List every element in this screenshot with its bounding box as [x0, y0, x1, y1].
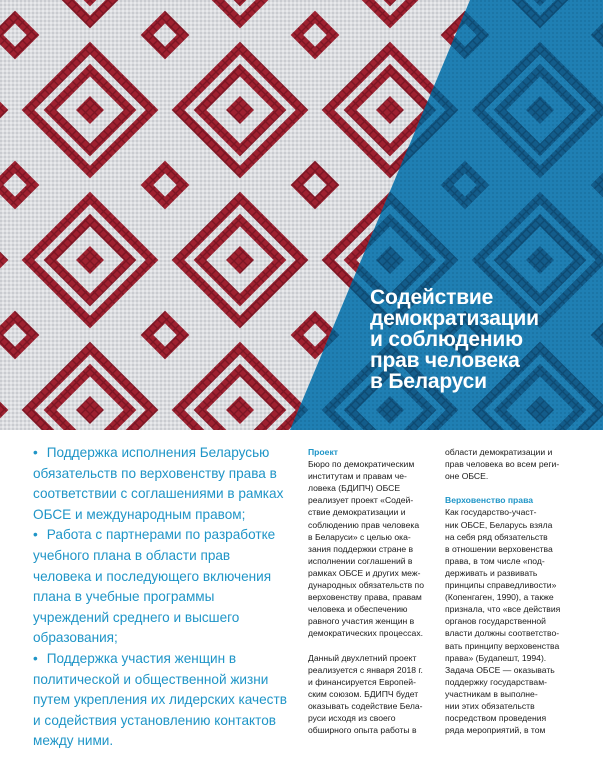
text-line: Как государство-участ-	[445, 507, 537, 518]
text-line: власти должны соответство-	[445, 628, 560, 639]
text-line: оказывать содействие Бела-	[308, 700, 423, 711]
text-line: прав человека во всем реги-	[445, 459, 560, 470]
text-line: реализует проект «Содей-	[308, 495, 414, 506]
bullet-text: между ними.	[33, 733, 114, 749]
bullet-text: Поддержка исполнения Беларусью	[46, 445, 270, 460]
bullet-item	[33, 443, 293, 525]
bullet-text: Поддержка участия женщин в	[46, 650, 237, 666]
bullet-text: обязательств по верховенству права в	[33, 465, 277, 481]
text-line: на себя ряд обязательств	[445, 531, 548, 542]
text-line: Бюро по демократическим	[308, 459, 415, 470]
text-line: исполнении соглашений в	[308, 555, 413, 566]
bullet-text: Работа с партнерами по разработке	[46, 527, 276, 543]
bullet-dot-icon: •	[33, 445, 38, 460]
text-line: оне ОБСЕ.	[445, 471, 489, 482]
text-line: держивать и развивать	[445, 567, 538, 578]
bullet-dot-icon: •	[33, 527, 38, 543]
title-line: и соблюдению	[370, 328, 523, 351]
bullet-text: путем укрепления их лидерских качеств	[33, 692, 287, 708]
text-line: верховенству права, правам	[308, 592, 422, 603]
section-heading-project: Проект	[308, 447, 338, 457]
paragraph	[445, 446, 587, 482]
text-line: Задача ОБСЕ — оказывать	[445, 664, 555, 675]
text-line: ловека (БДИПЧ) ОБСЕ	[308, 483, 401, 494]
bullet-text: учебного плана в области прав	[33, 547, 231, 563]
text-line: институтам и правам че-	[308, 471, 407, 482]
text-line: равного участия женщин в	[308, 616, 415, 627]
bullet-item	[33, 649, 293, 752]
text-line: посредством проведения	[445, 713, 547, 724]
text-line: ряда мероприятий, в том	[445, 725, 546, 736]
bullet-text: соответствии с соглашениями в рамках	[33, 486, 284, 502]
text-line: реализуется с января 2018 г.	[308, 664, 423, 675]
text-line: ник ОБСЕ, Беларусь взяла	[445, 519, 553, 530]
text-line: области демократизации и	[445, 447, 553, 457]
paragraph	[445, 506, 587, 736]
text-line: ским союзом. БДИПЧ будет	[308, 688, 419, 699]
text-line: Данный двухлетний проект	[308, 652, 417, 663]
text-line: права» (Будапешт, 1994).	[445, 652, 547, 663]
title-line: Содействие	[370, 286, 494, 309]
text-line: зания поддержки стране в	[308, 543, 414, 554]
text-line: и финансируется Европей-	[308, 676, 416, 687]
paragraph	[308, 458, 450, 639]
title-line: прав человека	[370, 349, 520, 372]
text-line: соблюдению прав человека	[308, 519, 420, 530]
text-line: человека и обеспечению	[308, 604, 408, 615]
bullet-text: ОБСЕ и международным правом;	[33, 506, 246, 522]
text-line: нии этих обязательств	[445, 700, 535, 711]
text-line: (Копенгаген, 1990), а также	[445, 592, 554, 603]
text-line: поддержку государствам-	[445, 676, 547, 687]
text-line: ствие демократизации и	[308, 507, 406, 518]
paragraph	[308, 652, 450, 737]
text-line: права, в том числе «под-	[445, 555, 545, 566]
bullet-text: и содействия установлению контактов	[33, 712, 277, 728]
page-title	[370, 287, 595, 392]
text-line: принципы справедливости»	[445, 580, 557, 591]
text-line: руси исходя из своего	[308, 713, 396, 724]
title-line: демократизации	[370, 307, 539, 330]
section-heading-rule-of-law: Верховенство права	[445, 495, 534, 506]
bullet-list	[33, 443, 293, 752]
title-line: в Беларуси	[370, 370, 487, 393]
bullet-text: образования;	[33, 630, 118, 646]
text-line: в отношении верховенства	[445, 543, 553, 554]
bullet-text: учреждений среднего и высшего	[33, 609, 240, 625]
bullet-text: плана в учебные программы	[33, 589, 215, 605]
text-line: вать принципу верховенства	[445, 640, 560, 651]
text-line: рамках ОБСЕ и других меж-	[308, 567, 421, 578]
text-line: органов государственной	[445, 616, 546, 627]
text-line: обширного опыта работы в	[308, 725, 417, 736]
text-line: в Беларуси» с целью ока-	[308, 531, 411, 542]
bullet-text: человека и последующего включения	[33, 568, 272, 584]
body-column-1	[308, 446, 450, 736]
body-column-2	[445, 446, 587, 736]
text-line: дународных обязательств по	[308, 580, 424, 591]
bullet-item	[33, 525, 293, 649]
bullet-dot-icon: •	[33, 650, 38, 666]
text-line: демократических процессах.	[308, 628, 424, 639]
text-line: признала, что «все действия	[445, 604, 561, 615]
bullet-text: политической и общественной жизни	[33, 671, 269, 687]
text-line: участникам в выполне-	[445, 688, 538, 699]
